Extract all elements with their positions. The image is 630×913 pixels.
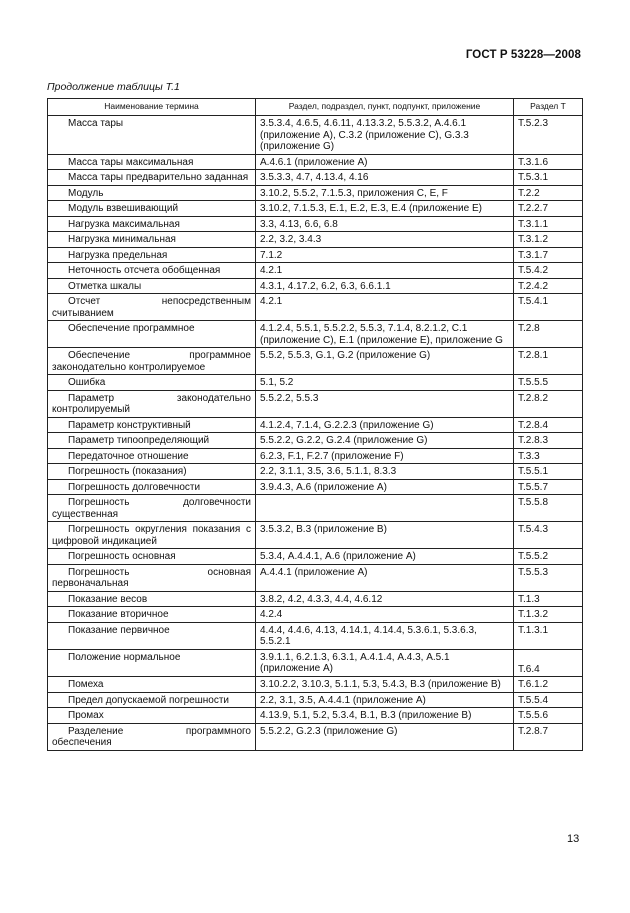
term-cell (48, 622, 256, 649)
reference-cell: 2.2, 3.2, 3.4.3 (256, 232, 514, 248)
column-header-reference: Раздел, подраздел, пункт, подпункт, приложение (256, 99, 514, 116)
section-cell (514, 448, 583, 464)
section-code: Т.1.3 (518, 593, 540, 605)
term-name: Параметр законодательно контролируемый (52, 392, 251, 415)
table-row (48, 216, 583, 232)
reference-cell: 5.5.2, 5.5.3, G.1, G.2 (приложение G) (256, 348, 514, 375)
reference-cell: 4.13.9, 5.1, 5.2, 5.3.4, В.1, В.3 (приложение В) (256, 708, 514, 724)
reference-cell: 4.2.1 (256, 294, 514, 321)
section-code: Т.2.2 (518, 187, 540, 199)
section-code: Т.1.3.2 (518, 609, 549, 620)
section-cell (514, 348, 583, 375)
table-row (48, 116, 583, 155)
section-code: Т.6.4 (518, 663, 540, 675)
table-row (48, 433, 583, 449)
table-header-row (48, 99, 583, 116)
section-code: Т.3.1.7 (518, 249, 549, 261)
reference-cell: 3.9.1.1, 6.2.1.3, 6.3.1, А.4.1.4, А.4.3, А.5.1 (приложение А) (256, 649, 514, 677)
table-row (48, 479, 583, 495)
reference-cell: 3.5.3.4, 4.6.5, 4.6.11, 4.13.3.2, 5.5.3.2, А.4.6.1 (приложение А), C.3.2 (приложение С), G.3.3 (приложение G) (256, 116, 514, 155)
section-code: Т.6.1.2 (518, 679, 549, 690)
term-cell (48, 564, 256, 591)
section-cell (514, 607, 583, 623)
term-name: Модуль (68, 187, 104, 199)
term-cell (48, 708, 256, 724)
term-cell (48, 321, 256, 348)
section-cell (514, 433, 583, 449)
table-row (48, 622, 583, 649)
term-cell (48, 185, 256, 201)
table-row (48, 201, 583, 217)
section-cell (514, 116, 583, 155)
section-cell (514, 649, 583, 677)
table-row (48, 549, 583, 565)
term-cell (48, 479, 256, 495)
term-name: Масса тары (68, 118, 124, 129)
reference-cell: А.4.6.1 (приложение А) (256, 154, 514, 170)
terms-table (47, 98, 583, 751)
section-code: Т.2.8.4 (518, 419, 549, 431)
term-cell (48, 549, 256, 565)
term-cell (48, 649, 256, 677)
term-name: Масса тары предварительно заданная (68, 172, 249, 183)
reference-cell: 3.8.2, 4.2, 4.3.3, 4.4, 4.6.12 (256, 591, 514, 607)
reference-cell: 4.4.4, 4.4.6, 4.13, 4.14.1, 4.14.4, 5.3.6.1, 5.3.6.3, 5.5.2.1 (256, 622, 514, 649)
table-row (48, 294, 583, 321)
section-code: Т.2.8.3 (518, 435, 549, 446)
table-row (48, 247, 583, 263)
section-code: Т.5.5.8 (518, 497, 549, 508)
table-row (48, 170, 583, 186)
section-code: Т.5.4.1 (518, 296, 549, 307)
section-cell (514, 278, 583, 294)
reference-cell: 3.5.3.2, В.3 (приложение В) (256, 522, 514, 549)
table-row (48, 390, 583, 417)
table-row (48, 564, 583, 591)
table-body (48, 116, 583, 751)
term-name: Модуль взвешивающий (68, 203, 179, 214)
term-name: Погрешность основная первоначальная (52, 566, 251, 589)
term-cell (48, 216, 256, 232)
section-cell (514, 479, 583, 495)
reference-cell: 5.1, 5.2 (256, 375, 514, 391)
term-name: Отсчет непосредственным считыванием (52, 296, 251, 319)
term-name: Нагрузка предельная (68, 249, 168, 261)
table-row (48, 607, 583, 623)
section-code: Т.3.1.6 (518, 156, 549, 168)
term-name: Погрешность (показания) (68, 466, 187, 477)
table-row (48, 591, 583, 607)
term-name: Нагрузка минимальная (68, 234, 176, 245)
section-code: Т.5.5.2 (518, 551, 549, 562)
table-row (48, 723, 583, 750)
term-cell (48, 375, 256, 391)
section-code: Т.2.8.1 (518, 350, 549, 361)
section-code: Т.5.5.1 (518, 466, 549, 477)
table-row (48, 464, 583, 480)
section-cell (514, 708, 583, 724)
section-cell (514, 549, 583, 565)
section-cell (514, 692, 583, 708)
section-code: Т.3.1.1 (518, 218, 549, 230)
term-name: Отметка шкалы (68, 280, 142, 292)
term-name: Предел допускаемой погрешности (68, 694, 230, 706)
table-row (48, 185, 583, 201)
section-code: Т.3.3 (518, 450, 540, 462)
reference-cell: 4.2.1 (256, 263, 514, 279)
reference-cell: 5.3.4, А.4.4.1, А.6 (приложение А) (256, 549, 514, 565)
section-code: Т.5.3.1 (518, 172, 549, 183)
section-code: Т.5.4.2 (518, 265, 549, 276)
table-row (48, 232, 583, 248)
section-cell (514, 321, 583, 348)
term-cell (48, 116, 256, 155)
reference-cell: 4.1.2.4, 7.1.4, G.2.2.3 (приложение G) (256, 417, 514, 433)
section-code: Т.5.2.3 (518, 118, 549, 129)
table-row (48, 375, 583, 391)
page-number: 13 (567, 833, 580, 845)
term-cell (48, 448, 256, 464)
term-cell (48, 247, 256, 263)
table-row (48, 522, 583, 549)
section-code: Т.2.4.2 (518, 280, 549, 292)
section-cell (514, 522, 583, 549)
table-row (48, 278, 583, 294)
term-name: Положение нормальное (68, 651, 181, 663)
term-cell (48, 692, 256, 708)
term-cell (48, 607, 256, 623)
reference-cell: 3.5.3.3, 4.7, 4.13.4, 4.16 (256, 170, 514, 186)
term-cell (48, 294, 256, 321)
reference-cell: 5.5.2.2, G.2.2, G.2.4 (приложение G) (256, 433, 514, 449)
table-row (48, 495, 583, 522)
reference-cell: 2.2, 3.1, 3.5, А.4.4.1 (приложение А) (256, 692, 514, 708)
term-name: Показание вторичное (68, 609, 169, 620)
term-name: Погрешность основная (68, 551, 176, 562)
reference-cell: 6.2.3, F.1, F.2.7 (приложение F) (256, 448, 514, 464)
term-cell (48, 201, 256, 217)
term-cell (48, 232, 256, 248)
reference-cell: 3.10.2.2, 3.10.3, 5.1.1, 5.3, 5.4.3, В.3 (приложение В) (256, 677, 514, 693)
term-name: Параметр конструктивный (68, 419, 191, 431)
table-row (48, 154, 583, 170)
table-row (48, 348, 583, 375)
term-cell (48, 390, 256, 417)
term-cell (48, 495, 256, 522)
term-name: Параметр типоопределяющий (68, 435, 210, 446)
term-cell (48, 677, 256, 693)
term-name: Обеспечение программное законодательно контролируемое (52, 350, 251, 373)
term-cell (48, 522, 256, 549)
table-row (48, 677, 583, 693)
section-code: Т.2.8.7 (518, 725, 549, 737)
term-name: Показание первичное (68, 624, 170, 636)
term-name: Разделение программного обеспечения (52, 725, 251, 748)
term-name: Погрешность долговечности существенная (52, 497, 251, 520)
table-row (48, 417, 583, 433)
table-row (48, 692, 583, 708)
section-cell (514, 170, 583, 186)
reference-cell (256, 495, 514, 522)
term-cell (48, 278, 256, 294)
section-cell (514, 201, 583, 217)
section-code: Т.5.5.3 (518, 566, 549, 578)
term-name: Масса тары максимальная (68, 156, 194, 168)
reference-cell: 4.2.4 (256, 607, 514, 623)
reference-cell: 3.10.2, 7.1.5.3, Е.1, Е.2, Е.3, Е.4 (приложение Е) (256, 201, 514, 217)
term-name: Ошибка (68, 377, 106, 388)
term-cell (48, 170, 256, 186)
section-cell (514, 294, 583, 321)
reference-cell: 4.1.2.4, 5.5.1, 5.5.2.2, 5.5.3, 7.1.4, 8.2.1.2, С.1 (приложение С), Е.1 (приложение Е), приложение G (256, 321, 514, 348)
section-code: Т.5.5.7 (518, 481, 549, 493)
reference-cell: А.4.4.1 (приложение А) (256, 564, 514, 591)
section-cell (514, 185, 583, 201)
column-header-term: Наименование термина (48, 99, 256, 116)
table-row (48, 649, 583, 677)
term-cell (48, 154, 256, 170)
term-name: Показание весов (68, 593, 148, 605)
section-code: Т.1.3.1 (518, 624, 549, 636)
section-code: Т.5.5.5 (518, 377, 549, 388)
section-cell (514, 247, 583, 263)
term-name: Неточность отсчета обобщенная (68, 265, 221, 276)
reference-cell: 2.2, 3.1.1, 3.5, 3.6, 5.1.1, 8.3.3 (256, 464, 514, 480)
reference-cell: 5.5.2.2, G.2.3 (приложение G) (256, 723, 514, 750)
section-cell (514, 622, 583, 649)
term-cell (48, 263, 256, 279)
reference-cell: 3.9.4.3, А.6 (приложение А) (256, 479, 514, 495)
term-cell (48, 433, 256, 449)
term-name: Погрешность долговечности (68, 481, 201, 493)
section-code: Т.5.5.6 (518, 710, 549, 721)
section-cell (514, 417, 583, 433)
section-cell (514, 390, 583, 417)
section-code: Т.3.1.2 (518, 234, 549, 245)
section-cell (514, 216, 583, 232)
term-cell (48, 348, 256, 375)
table-row (48, 448, 583, 464)
section-code: Т.2.8 (518, 323, 540, 334)
section-cell (514, 564, 583, 591)
term-cell (48, 417, 256, 433)
section-cell (514, 495, 583, 522)
reference-cell: 3.3, 4.13, 6.6, 6.8 (256, 216, 514, 232)
section-code: Т.2.8.2 (518, 392, 549, 404)
term-name: Погрешность округления показания с цифровой индикацией (52, 524, 251, 547)
reference-cell: 5.5.2.2, 5.5.3 (256, 390, 514, 417)
standard-code: ГОСТ Р 53228—2008 (465, 49, 581, 61)
column-header-section: Раздел Т (514, 99, 583, 116)
section-cell (514, 464, 583, 480)
term-name: Промах (68, 710, 104, 721)
term-name: Нагрузка максимальная (68, 218, 180, 230)
section-code: Т.5.5.4 (518, 694, 549, 706)
table-row (48, 321, 583, 348)
section-cell (514, 723, 583, 750)
section-cell (514, 677, 583, 693)
section-cell (514, 154, 583, 170)
term-name: Обеспечение программное (68, 323, 195, 334)
reference-cell: 7.1.2 (256, 247, 514, 263)
section-code: Т.5.4.3 (518, 524, 549, 535)
term-name: Помеха (68, 679, 104, 690)
table-row (48, 263, 583, 279)
section-cell (514, 232, 583, 248)
section-code: Т.2.2.7 (518, 203, 549, 214)
table-row (48, 708, 583, 724)
term-name: Передаточное отношение (68, 450, 189, 462)
table-caption: Продолжение таблицы Т.1 (47, 81, 180, 93)
section-cell (514, 263, 583, 279)
section-cell (514, 375, 583, 391)
term-cell (48, 723, 256, 750)
term-cell (48, 591, 256, 607)
reference-cell: 4.3.1, 4.17.2, 6.2, 6.3, 6.6.1.1 (256, 278, 514, 294)
section-cell (514, 591, 583, 607)
term-cell (48, 464, 256, 480)
reference-cell: 3.10.2, 5.5.2, 7.1.5.3, приложения С, Е, F (256, 185, 514, 201)
